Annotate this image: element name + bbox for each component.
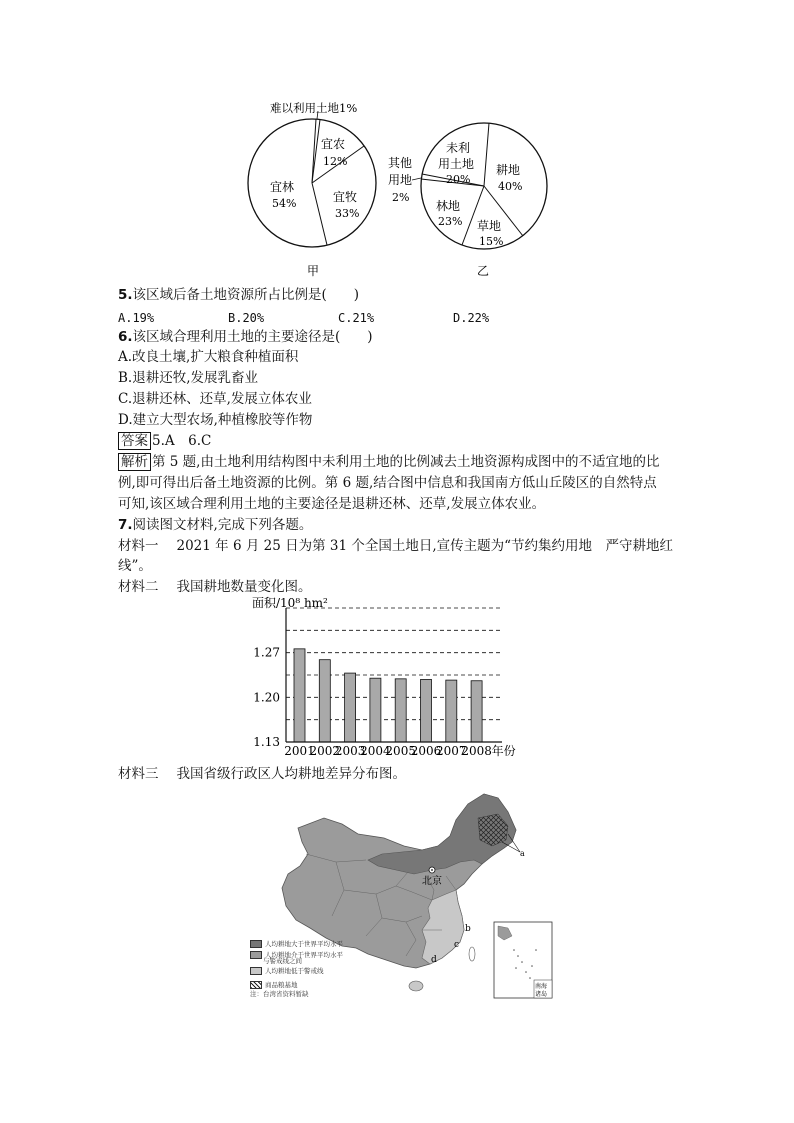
q5-stem-text: 该区域后备土地资源所占比例是( ) (132, 287, 360, 303)
chart-bar-2006 (421, 679, 432, 742)
chart-xtick-label: 2005 (385, 744, 416, 758)
q7-stem-text: 阅读图文材料,完成下列各题。 (132, 517, 313, 533)
pie-jia-pct-yinong: 12% (323, 155, 348, 168)
legend-low: 人均耕地低于警戒线 (250, 967, 324, 975)
pie-yi-other-label-1: 其他 (388, 156, 413, 170)
chart-yticks (253, 646, 280, 749)
chart-bar-2001 (294, 649, 305, 742)
chart-xlabel: 年份 (491, 744, 516, 758)
map-mark-a: a (520, 849, 525, 858)
map-mark-b: b (465, 924, 471, 934)
chart-xtick-label: 2008 (461, 744, 492, 758)
q6-stem (118, 327, 373, 347)
answer-line (118, 431, 211, 451)
farmland-bar-chart (240, 594, 560, 764)
analysis-text-1: 第 5 题,由土地利用结构图中未利用土地的比例减去土地资源构成图中的不适宜地的比 (152, 454, 660, 470)
q7-material-3-text: 我国省级行政区人均耕地差异分布图。 (176, 766, 406, 782)
answer-text: 5.A 6.C (152, 433, 212, 449)
q6-option-d[interactable]: D.建立大型农场,种植橡胶等作物 (118, 412, 313, 428)
answer-tag: 答案 (118, 432, 151, 450)
q5-option-b[interactable]: B.20% (228, 311, 265, 325)
pie-yi-pct-gengdi: 40% (498, 180, 523, 193)
pie-jia-label-yilin: 宜林 (270, 180, 295, 194)
analysis-tag: 解析 (118, 453, 151, 471)
legend-mid-2: 与警戒线之间 (263, 957, 302, 965)
chart-ytick-label: 1.20 (253, 690, 280, 705)
map-hainan (409, 981, 423, 991)
q6-option-c[interactable]: C.退耕还林、还草,发展立体农业 (118, 391, 312, 407)
q5-stem (118, 285, 359, 305)
pie-yi (388, 123, 547, 278)
analysis-line-1 (118, 452, 659, 472)
chart-bar-2007 (446, 680, 457, 742)
chart-bar-2004 (370, 678, 381, 742)
chart-ylabel: 面积/10⁸ hm² (252, 596, 328, 610)
chart-xtick-label: 2003 (334, 744, 366, 758)
pie-yi-label-weili-2: 用土地 (438, 157, 475, 171)
map-mark-d: d (431, 955, 437, 965)
q7-material-1-label: 材料一 (118, 538, 159, 554)
map-inset-label-1: 南海 (535, 983, 548, 990)
chart-grid (286, 608, 502, 720)
q6-number: 6. (118, 329, 133, 345)
chart-xtick-label: 2002 (309, 744, 341, 758)
q7-material-2-label: 材料二 (118, 579, 159, 595)
pie-jia-top-label: 难以利用土地1% (270, 101, 358, 115)
chart-xtick-label: 2004 (360, 744, 391, 758)
chart-xtick-label: 2006 (410, 744, 442, 758)
map-inset-label-2: 诸岛 (535, 991, 548, 998)
chart-xticks (284, 743, 515, 758)
pie-yi-pct-caodi: 15% (479, 235, 504, 248)
q6-option-b[interactable]: B.退耕还牧,发展乳畜业 (118, 370, 259, 386)
q6-stem-text: 该区域合理利用土地的主要途径是( ) (132, 329, 373, 345)
q7-material-1 (118, 536, 673, 556)
pie-yi-label-gengdi: 耕地 (496, 163, 521, 177)
map-taiwan (469, 947, 475, 961)
q7-material-1-text: 2021 年 6 月 25 日为第 31 个全国土地日,宣传主题为“节约集约用地 严守耕地红 (176, 538, 674, 554)
chart-bar-2005 (395, 679, 406, 742)
q5-option-d[interactable]: D.22% (453, 311, 490, 325)
chart-ytick-label: 1.27 (253, 645, 280, 660)
pie-yi-pct-weili: 20% (446, 173, 471, 186)
pie-yi-label-caodi: 草地 (477, 219, 502, 233)
analysis-text-3: 可知,该区域合理利用土地的主要途径是退耕还林、还草,发展立体农业。 (118, 496, 546, 512)
chart-bar-2002 (319, 660, 330, 742)
pie-yi-pct-lindi: 23% (438, 215, 463, 228)
chart-xtick-label: 2007 (436, 744, 467, 758)
q5-number: 5. (118, 287, 133, 303)
q7-material-1-text-2: 线”。 (118, 558, 152, 574)
pie-yi-other-label-2: 用地 (388, 173, 413, 187)
chart-bar-2003 (345, 673, 356, 742)
pie-jia-pct-yilin: 54% (272, 197, 297, 210)
pie-jia-caption: 甲 (307, 264, 320, 278)
pie-yi-label-lindi: 林地 (436, 199, 461, 213)
chart-bar-2008 (471, 681, 482, 742)
q7-stem (118, 515, 312, 535)
q5-options (118, 308, 489, 328)
pie-yi-caption: 乙 (477, 264, 490, 278)
legend-mid: 人均耕地介于世界平均水平 (250, 951, 343, 959)
chart-xtick-label: 2001 (284, 744, 315, 758)
map-beijing-label: 北京 (422, 876, 442, 887)
pie-jia-pct-yimu: 33% (335, 207, 360, 220)
q5-option-a[interactable]: A.19% (118, 311, 155, 325)
pie-figure (240, 95, 560, 280)
analysis-text-2: 例,即可得出后备土地资源的比例。第 6 题,结合图中信息和我国南方低山丘陵区的自然特点 (118, 475, 657, 491)
pie-jia-label-yinong: 宜农 (321, 137, 346, 151)
chart-bars (294, 649, 482, 742)
pie-yi-label-weili-1: 未利 (446, 141, 471, 155)
q7-number: 7. (118, 517, 133, 533)
q5-option-c[interactable]: C.21% (338, 311, 375, 325)
legend-high: 人均耕地大于世界平均水平 (250, 940, 343, 948)
q7-material-3 (118, 764, 406, 784)
q6-option-a[interactable]: A.改良土壤,扩大粮食种植面积 (118, 349, 299, 365)
pie-jia (248, 101, 376, 278)
pie-jia-label-yimu: 宜牧 (333, 190, 358, 204)
map-mark-c: c (454, 940, 460, 950)
legend-grain-base: 商品粮基地 (250, 981, 298, 989)
q7-material-3-label: 材料三 (118, 766, 159, 782)
legend-note: 注：台湾省资料暂缺 (250, 990, 309, 998)
q7-material-2-text: 我国耕地数量变化图。 (176, 579, 312, 595)
chart-ytick-label: 1.13 (253, 735, 280, 749)
pie-yi-other-pct: 2% (392, 191, 410, 204)
